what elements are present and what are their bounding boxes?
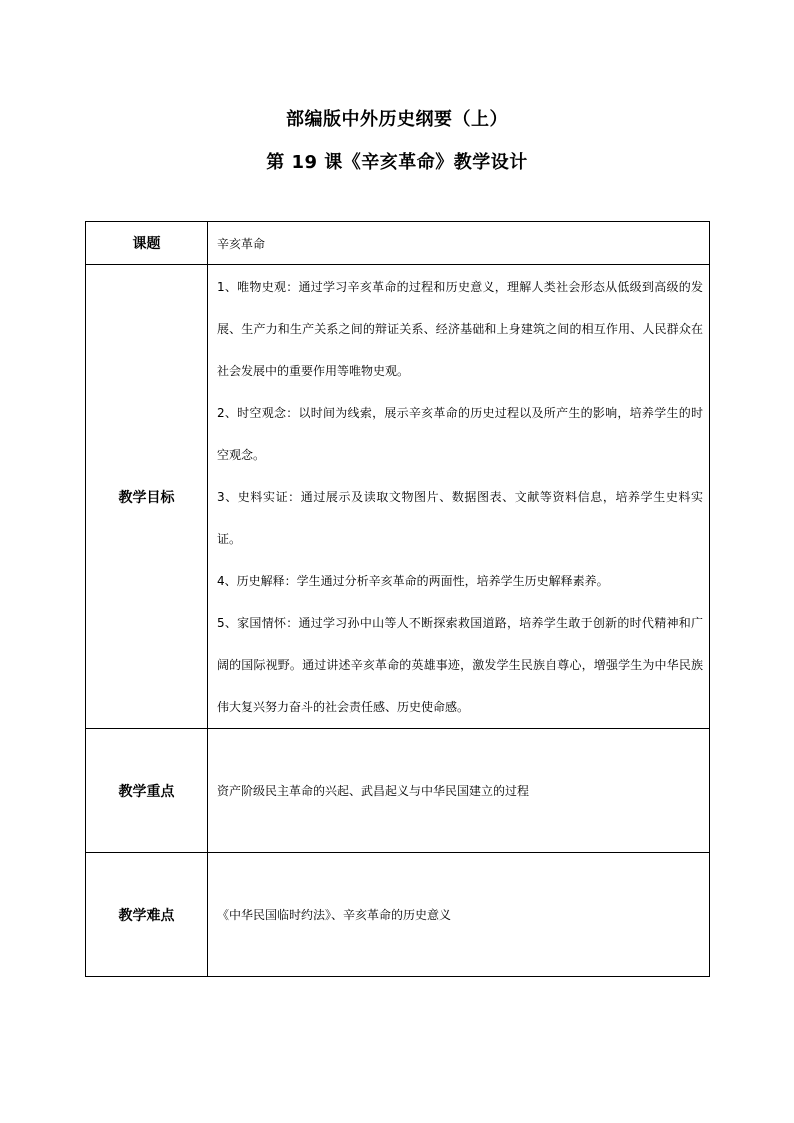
difficulties-label: 教学难点 [86, 853, 208, 977]
table-row-difficulties [86, 853, 710, 977]
goal-item: 1、唯物史观：通过学习辛亥革命的过程和历史意义，理解人类社会形态从低级到高级的发展、生产力和生产关系之间的辩证关系、经济基础和上身建筑之间的相互作用、人民群众在社会发展中的重要作用等唯物史观。 [217, 280, 703, 378]
table-row-key-points [86, 729, 710, 853]
difficulties-value: 《中华民国临时约法》、辛亥革命的历史意义 [208, 853, 710, 977]
goal-item: 4、历史解释：学生通过分析辛亥革命的两面性，培养学生历史解释素养。 [217, 574, 609, 588]
goal-item: 5、家国情怀：通过学习孙中山等人不断探索救国道路，培养学生敢于创新的时代精神和广阔的国际视野。通过讲述辛亥革命的英雄事迹，激发学生民族自尊心，增强学生为中华民族伟大复兴努力奋斗的社会责任感、历史使命感。 [217, 616, 703, 714]
document-title: 部编版中外历史纲要（上） [286, 109, 508, 130]
document-subtitle: 第 19 课《辛亥革命》教学设计 [266, 152, 528, 173]
lesson-plan-table [85, 221, 710, 977]
goal-item: 2、时空观念：以时间为线索，展示辛亥革命的历史过程以及所产生的影响，培养学生的时空观念。 [217, 406, 703, 462]
table-row-goals [86, 265, 710, 729]
topic-value: 辛亥革命 [208, 222, 710, 265]
topic-label: 课题 [86, 222, 208, 265]
table-row-topic [86, 222, 710, 265]
key-points-label: 教学重点 [86, 729, 208, 853]
goals-content [208, 265, 710, 729]
goal-item: 3、史料实证：通过展示及读取文物图片、数据图表、文献等资料信息，培养学生史料实证。 [217, 490, 703, 546]
goals-label: 教学目标 [86, 265, 208, 729]
key-points-value: 资产阶级民主革命的兴起、武昌起义与中华民国建立的过程 [208, 729, 710, 853]
